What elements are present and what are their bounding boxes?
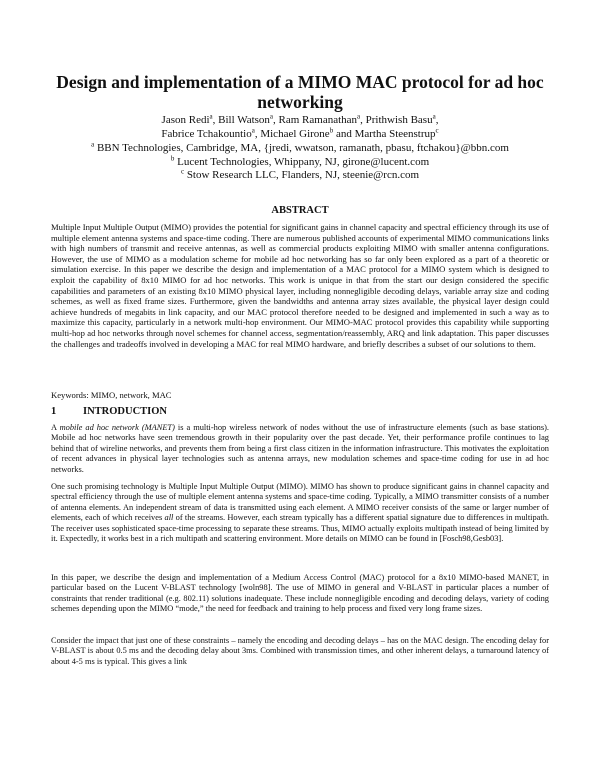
intro-paragraph-3: In this paper, we describe the design and implementation of a Medium Access Control (MAC) protocol for a 8x10 MIMO-based MANET, in particular based on the Lucent V-BLAST technology [woln98]. The use of MIMO in general and V-BLAST in particular places a number of constraints that render traditional (e.g. 802.11) solutions inadequate. These include nonnegligible encoding and decoding delays, variety of coding schemes depending upon the MIMO “mode,” the need for feedback and training to help process and fixed very long frame sizes. bbox=[51, 573, 549, 614]
author-affiliation-mark: a bbox=[357, 112, 361, 121]
affiliation-mark: b bbox=[170, 153, 175, 162]
intro-p1-start: A bbox=[51, 423, 60, 432]
abstract-heading: ABSTRACT bbox=[271, 205, 329, 216]
author-line-1 bbox=[40, 113, 560, 127]
author-name: Prithwish Basu bbox=[365, 114, 433, 126]
manet-term: mobile ad hoc network (MANET) bbox=[59, 423, 175, 432]
author-separator: , bbox=[212, 114, 219, 126]
affiliation-text: Stow Research LLC, Flanders, NJ, steenie@rcn.com bbox=[184, 169, 420, 181]
affiliation-mark: c bbox=[180, 167, 185, 176]
affiliation-mark: a bbox=[91, 140, 95, 149]
affiliation-line bbox=[40, 153, 560, 170]
section-number: 1 bbox=[51, 406, 57, 417]
section-heading-introduction bbox=[51, 406, 167, 417]
author-separator: , bbox=[435, 114, 439, 126]
author-separator: , bbox=[360, 114, 366, 126]
intro-paragraph-1 bbox=[51, 423, 549, 475]
author-list bbox=[40, 113, 560, 141]
author-line-2 bbox=[40, 127, 560, 141]
affiliation-list bbox=[40, 142, 560, 183]
author-affiliation-mark: c bbox=[435, 126, 439, 135]
keywords: Keywords: MIMO, network, MAC bbox=[51, 390, 172, 400]
author-affiliation-mark: a bbox=[251, 126, 255, 135]
author-name: Jason Redi bbox=[161, 114, 210, 126]
author-name: Martha Steenstrup bbox=[354, 128, 436, 140]
author-affiliation-mark: a bbox=[209, 112, 213, 121]
intro-paragraph-2 bbox=[51, 482, 549, 544]
author-affiliation-mark: b bbox=[329, 126, 334, 135]
author-separator: and bbox=[333, 128, 355, 140]
author-name: Ram Ramanathan bbox=[278, 114, 358, 126]
author-separator: , bbox=[254, 128, 261, 140]
section-title: INTRODUCTION bbox=[83, 406, 168, 417]
author-affiliation-mark: a bbox=[432, 112, 436, 121]
paper-title: Design and implementation of a MIMO MAC protocol for ad hoc networking bbox=[56, 72, 544, 112]
author-name: Bill Watson bbox=[218, 114, 270, 126]
author-name: Michael Girone bbox=[260, 128, 330, 140]
affiliation-line bbox=[40, 142, 560, 156]
affiliation-text: BBN Technologies, Cambridge, MA, {jredi, wwatson, ramanath, pbasu, ftchakou}@bbn.com bbox=[94, 142, 509, 154]
all-term: all bbox=[164, 513, 174, 523]
author-affiliation-mark: a bbox=[269, 112, 274, 121]
affiliation-text: Lucent Technologies, Whippany, NJ, girone@lucent.com bbox=[174, 155, 430, 168]
abstract-text: Multiple Input Multiple Output (MIMO) provides the potential for significant gains in channel capacity and spectral efficiency through its use of multiple element antenna systems and space-time coding. There are numerous published accounts of experimental MIMO communications links with high numbers of transmit and receive antennas, as well as commercial products exploiting MIMO with smaller antenna configurations. However, the use of MIMO as a modulation scheme for mobile ad hoc networking has so far only been explored as a part of a theoretic or simulation exercise. In this paper we describe the design and implementation of a MAC protocol for a MIMO system which is designed to exploit the capability of 8x10 MIMO for ad hoc networks. This work is unique in that from the start our design considered the specific capabilities and parameters of an existing 8x10 MIMO physical layer, including nonnegligible decoding delays, variable array size and coding schemes, as well as fixed frame sizes. Furthermore, given the bandwidths and antenna array sizes available, the physical layer design could achieve hundreds of megabits in link capacity, and our MAC protocol therefore needed to be designed and implemented in such a way as to maximize this capacity, particularly in a network multi-hop environment. Our MIMO-MAC protocol provides this capability while supporting multi-hop ad hoc networks through novel schemes for channel access, segmentation/reassembly, ARQ and link adaptation. This paper discusses the challenges and tradeoffs involved in developing a MAC for real MIMO hardware, and briefly describes a subset of our solutions to them. bbox=[51, 222, 549, 349]
author-name: Fabrice Tchakountio bbox=[161, 128, 252, 140]
intro-p1-rest: is a multi-hop wireless network of nodes without the use of infrastructure elements (such as base stations). Mobile ad hoc networks have seen tremendous growth in their popularity over the past decade. Yet, their performance profile continues to lag behind that of wireline networks, and prevents them from being a first class citizen in the information infrastructure. This motivates the exploitation of recent advances in physical layer technologies such as antenna arrays, new modulation schemes and space-time coding for use in ad hoc networks. bbox=[51, 423, 549, 474]
intro-p2-rest: of the streams. However, each stream typically has a different spatial signature due to differences in multipath. The receiver uses sophisticated space-time processing to separate these streams. Thus, MIMO actually exploits multipath instead of being limited by it. Expectedly, it works best in a rich multipath and scattering environment. More details on MIMO can be found in [Fosch98,Gesb03]. bbox=[51, 513, 549, 544]
author-separator: , bbox=[273, 114, 279, 126]
affiliation-line bbox=[40, 169, 560, 183]
intro-p2-start: One such promising technology is Multiple Input Multiple Output (MIMO). MIMO has shown to produce significant gains in channel capacity and spectral efficiency through the use of multiple element antenna systems and space-time coding. Typically, a MIMO transmitter consists of a number of antenna elements. An independent stream of data is transmitted using each element. A MIMO receiver consists of the same or larger number of elements, each of which receives bbox=[51, 482, 549, 523]
intro-paragraph-4: Consider the impact that just one of these constraints – namely the encoding and decoding delays – has on the MAC design. The encoding delay for V-BLAST is about 0.5 ms and the decoding delay about 3ms. Combined with transmission times, and other inherent delays, a turnaround latency of about 4-5 ms is typical. This gives a link bbox=[51, 636, 549, 666]
